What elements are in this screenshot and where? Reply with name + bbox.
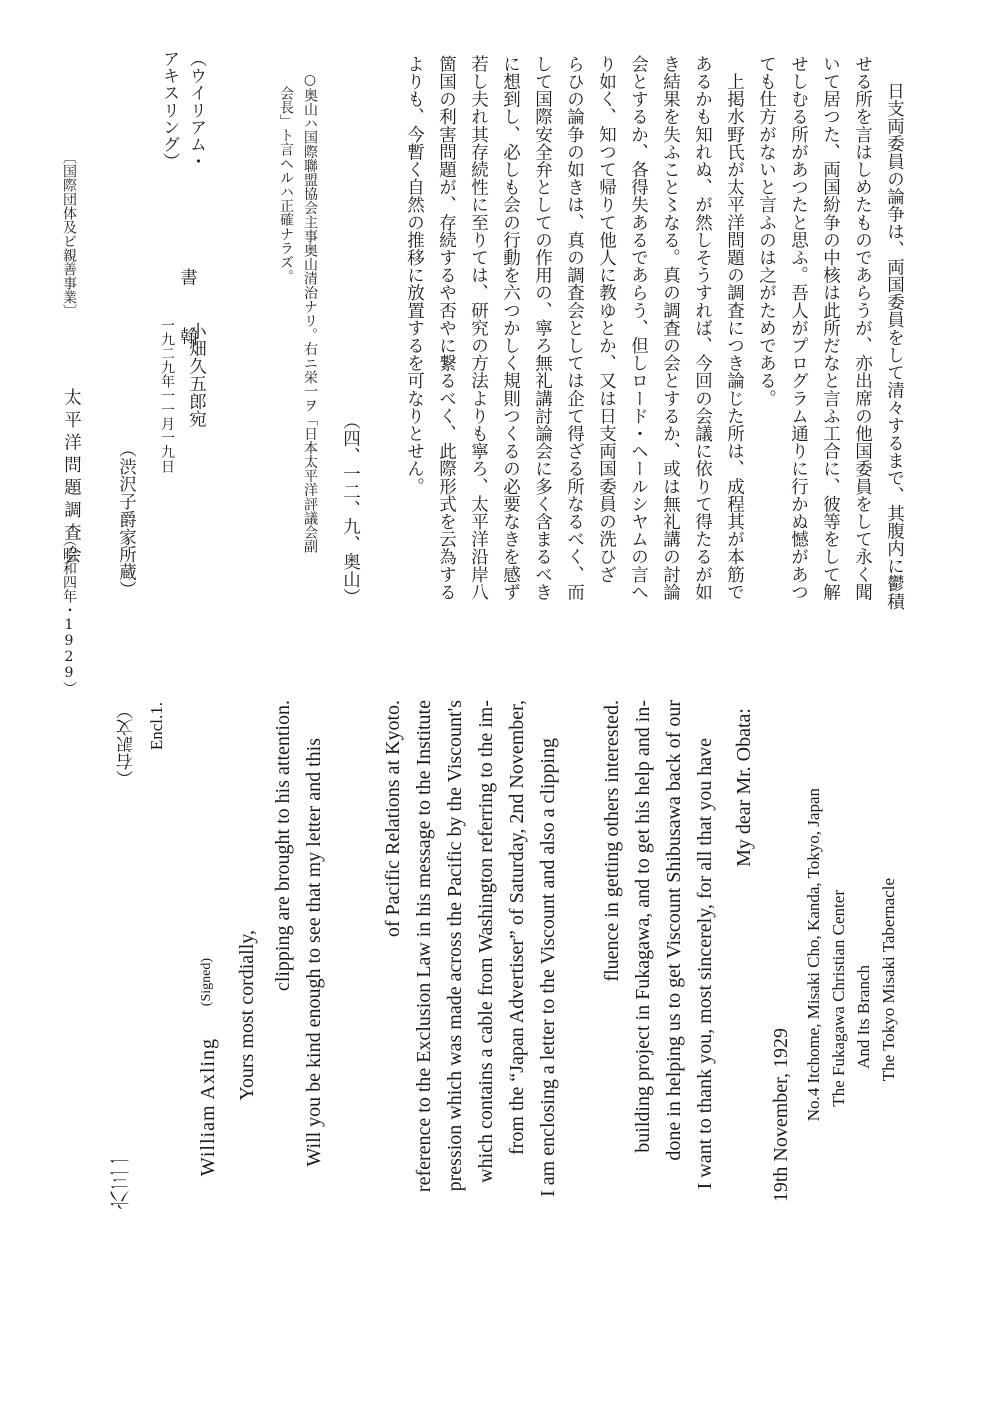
body-line: I am enclosing a letter to the Viscount and also a clipping (537, 738, 559, 1197)
letter-date: 19th November, 1929 (770, 1028, 792, 1203)
commentary-column: せる所を言はしめたものであらうが、亦出席の他国委員をして永く聞 (852, 55, 873, 601)
body-line: pression which was made across the Pacific by the Viscount's (444, 700, 466, 1192)
commentary-column: 上掲水野氏が太平洋問題の調査につき論じた所は、成程其が本筋で (724, 55, 745, 601)
running-footer-year: （昭和四年・1929） (61, 533, 77, 695)
commentary-column: 箇国の利害問題が、存続するや否やに繋るべく、此際形式を云為する (436, 55, 457, 601)
commentary-column: して国際安全弁としての作用の、寧ろ無礼講討論会に多く含まるべき (532, 55, 553, 601)
commentary-column: よりも、今暫く自然の推移に放置するを可なりとせん。 (404, 55, 425, 495)
body-line: clipping are brought to his attention. (272, 700, 294, 992)
body-line: from the “Japan Advertiser” of Saturday, 2nd November, (506, 700, 528, 1155)
salutation: My dear Mr. Obata: (733, 708, 755, 867)
running-footer-category: 〔国際団体及ビ親善事業〕 (61, 150, 77, 318)
body-line: of Pacific Relations at Kyoto. (382, 700, 404, 938)
letter-author: アキスリング） (159, 50, 179, 170)
signed-label: (Signed) (199, 958, 214, 1007)
page-number: 六三一 (111, 1150, 133, 1210)
commentary-column: いて居つた、両国紛争の中核は此所だなと言ふ工合に、彼等をして解 (820, 55, 841, 601)
letter-recipient: 小畑久五郎宛 (186, 322, 207, 428)
running-footer-title: 太平洋問題調査会 (61, 388, 82, 568)
letterhead-line: No.4 Itchome, Misaki Cho, Kanda, Tokyo, Japan (804, 788, 823, 1122)
body-line: done in helping us to get Viscount Shibusawa back of our (663, 700, 685, 1161)
body-line: reference to the Exclusion Law in his message to the Institute (413, 700, 435, 1193)
letter-kind: 書 翰 (177, 268, 198, 357)
body-line: building project in Fukagawa, and to get his help and in- (632, 700, 654, 1153)
body-line: fluence in getting others interested. (601, 700, 623, 982)
letter-holder: （渋沢子爵家所蔵） (116, 440, 137, 599)
letterhead-line: The Fukagawa Christian Center (829, 890, 848, 1107)
enclosure-label: Encl.1. (147, 702, 166, 751)
commentary-column: 日支両委員の論争は、両国委員をして清々するまで、其腹内に鬱積 (884, 82, 905, 610)
closing: Yours most cordially, (236, 930, 258, 1101)
commentary-column: せしむる所があつたと思ふ。吾人がプログラム通りに行かぬ憾があつ (788, 55, 809, 601)
editorial-note-line: 会長」ト言ヘルハ正確ナラズ。 (278, 86, 294, 284)
commentary-column: 会とするか、各得失あるであらう、但しロード・ヘールシヤムの言へ (628, 55, 649, 601)
commentary-column: らひの論争の如きは、真の調査会としては企て得ざる所なるべく、而 (564, 55, 585, 601)
commentary-column: に想到し、必しも会の行動を六つかしく規則つくるの必要なきを感ず (500, 55, 521, 601)
signature: William Axling (197, 1038, 219, 1177)
commentary-column: あるかも知れぬ、が然しそうすれば、今回の会議に依りて得たるが如 (692, 55, 713, 601)
letter-date: 一九二九年一一月一九日 (159, 318, 175, 474)
commentary-column: き結果を失ふこと〻なる。真の調査の会とするか、或は無礼講の討論 (660, 55, 681, 601)
commentary-column: 若し夫れ其存続性に至りては、研究の方法よりも寧ろ、太平洋沿岸八 (468, 55, 489, 601)
letterhead-line: The Tokyo Misaki Tabernacle (879, 878, 898, 1082)
body-line: which contains a cable from Washington referring to the im- (475, 700, 497, 1183)
body-line: I want to thank you, most sincerely, for all that you have (694, 738, 716, 1190)
body-line: Will you be kind enough to see that my letter and this (303, 738, 325, 1167)
commentary-attribution: （四、一二、九、奥山） (340, 412, 361, 606)
translation-note: （右訳文） (117, 702, 136, 787)
editorial-note-line: ○奥山ハ国際聯盟協会主事奥山清治ナリ。右ニ栄一ヲ「日本太平洋評議会副 (302, 72, 318, 554)
commentary-column: り如く、知つて帰りて他人に教ゆとか、又は日支両国委員の洗ひざ (596, 55, 617, 583)
letter-author: （ウイリアム・ (186, 50, 206, 170)
letterhead-line: And Its Branch (854, 965, 873, 1069)
commentary-column: ても仕方がないと言ふのは之がためである。 (756, 55, 777, 407)
